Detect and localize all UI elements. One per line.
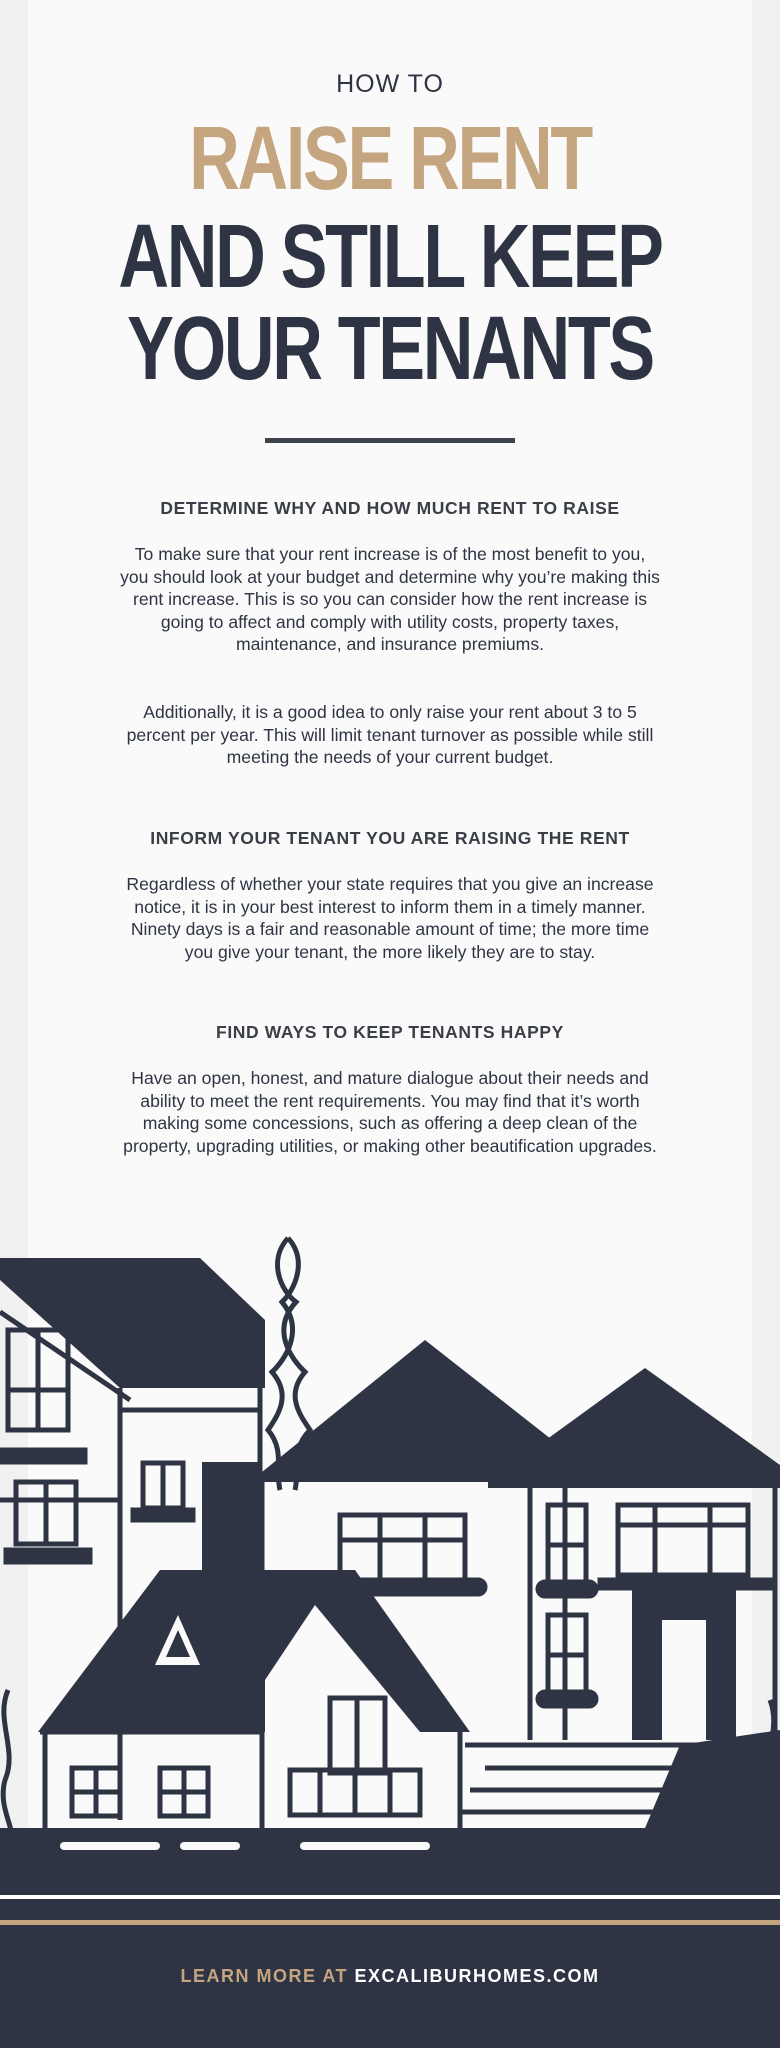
section-heading: FIND WAYS TO KEEP TENANTS HAPPY: [216, 1022, 564, 1042]
title-divider: [265, 438, 515, 443]
footer-site-link[interactable]: EXCALIBURHOMES.COM: [354, 1966, 600, 1986]
title-line-1: RAISE RENT: [189, 109, 591, 209]
footer-stripe: [0, 1920, 780, 1925]
kicker: HOW TO: [336, 70, 444, 98]
title-line-2: AND STILL KEEP: [118, 207, 662, 307]
section-paragraph: Have an open, honest, and mature dialogue about their needs and ability to meet the rent requirements. You may find that it’s worth making some concessions, such as offering a deep clean of the property, upgrading utilities, or making other beautification upgrades.: [123, 1068, 657, 1156]
section-heading: DETERMINE WHY AND HOW MUCH RENT TO RAISE: [160, 498, 620, 518]
houses-illustration: [0, 1220, 780, 1860]
footer-band: [0, 1860, 780, 2048]
section-paragraph: Additionally, it is a good idea to only raise your rent about 3 to 5 percent per year. This will limit tenant turnover as possible while still meeting the needs of your current budget.: [126, 702, 654, 768]
footer-stripe: [0, 1895, 780, 1899]
section-paragraph: To make sure that your rent increase is of the most benefit to you, you should look at your budget and determine why you’re making this rent increase. This is so you can consider how the rent increase is going to affect and comply with utility costs, property taxes, maintenance, and insurance premiums.: [120, 544, 660, 655]
footer-prefix: LEARN MORE AT: [180, 1966, 348, 1986]
title-line-3: YOUR TENANTS: [127, 299, 653, 399]
footer-cta: [0, 1966, 780, 1987]
section-heading: INFORM YOUR TENANT YOU ARE RAISING THE RENT: [150, 828, 630, 848]
section-paragraph: Regardless of whether your state requires that you give an increase notice, it is in your best interest to inform them in a timely manner. Ninety days is a fair and reasonable amount of time; the more time you give your tenant, the more likely they are to stay.: [126, 874, 654, 962]
